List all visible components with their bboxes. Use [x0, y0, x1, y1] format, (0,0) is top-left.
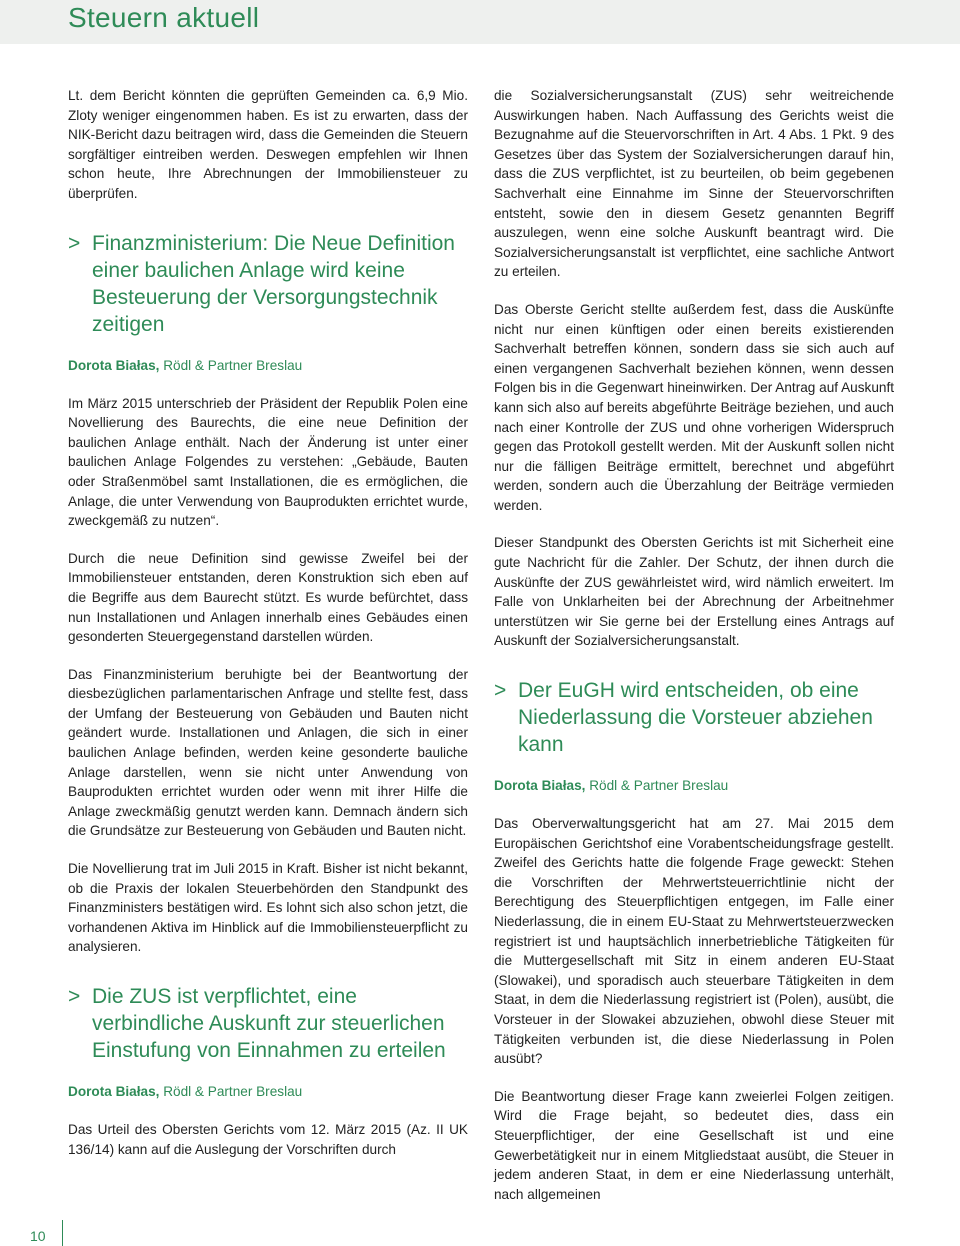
body-paragraph: Die Beantwortung dieser Frage kann zweierlei Folgen zeitigen. Wird die Frage bejaht, so bedeutet dies, dass ein Steuerpflichtiger, der eine Gesellschaft ist und eine Gewerbetätigkeit nur in einem Mitgliedstaat ausübt, die Steuer in jedem anderen Staat, in dem er eine Niederlassung unterhält, nach allgemeinen — [494, 1088, 894, 1202]
body-paragraph: die Sozialversicherungsanstalt (ZUS) sehr weitreichende Auswirkungen haben. Nach Auffassung des Gerichts weist die Bezugnahme auf die Steuervorschriften in Art. 4 Abs. 1 Pkt. 9 des Gesetzes über das System der Sozialversicherungen darauf hin, dass die ZUS verpflichtet, ist zu beurteilen, ob beim gegebenen Sachverhalt eine Einnahme im Sinne der Steuervorschriften entsteht, sowie den in diesem Gesetz genannten Begriff auszulegen, wenn eine solche Auskunft beantragt wird. Die Sozialversicherungsanstalt ist verpflichtet, eine sachliche Antwort zu erteilen. — [494, 88, 894, 280]
body-paragraph: Das Finanzministerium beruhigte bei der Beantwortung der diesbezüglichen parlamentarischen Anfrage und stellte fest, dass der Umfang der Besteuerung von Gebäuden und Bauten nicht geändert wurde. Installationen und Anlagen, die sich in einer baulichen Anlage befinden, werden keine gesonderte bauliche Anlage darstellen, wenn sie nicht unter Anwendung von Bauprodukten errichtet wurden oder wenn mit ihrer Hilfe die Anlage zweckmäßig genutzt werden kann. Demnach ändern sich die Grundsätze zur Besteuerung von Gebäuden und Bauten nicht. — [68, 666, 468, 839]
body-paragraph: Das Urteil des Obersten Gerichts vom 12. März 2015 (Az. II UK 136/14) kann auf die Auslegung der Vorschriften durch — [68, 1122, 468, 1157]
chevron-right-icon: > — [494, 679, 507, 703]
author-org: Rödl & Partner Breslau — [163, 357, 303, 373]
page-title: Steuern aktuell — [68, 2, 260, 33]
header-bar — [0, 0, 960, 44]
author-line — [494, 776, 894, 795]
author-org: Rödl & Partner Breslau — [163, 1084, 303, 1099]
section-heading-text: Die ZUS ist verpflichtet, eine verbindliche Auskunft zur steuerlichen Einstufung von Einnahmen zu erteilen — [92, 985, 446, 1062]
left-column — [68, 86, 468, 1177]
chevron-right-icon: > — [68, 231, 81, 255]
author-org: Rödl & Partner Breslau — [589, 778, 729, 794]
body-paragraph: Im März 2015 unterschrieb der Präsident der Republik Polen eine Novellierung des Baurechts, die eine neue Definition der baulichen Anlage enthält. Nach der Änderung ist unter einer baulichen Anlage Folgendes zu verstehen: „Gebäude, Bauten oder Straßenmöbel samt Installationen, die es ermöglichen, die Anlage, die unter Verwendung von Bauprodukten errichtet wurde, zweckgemäß zu nutzen“. — [68, 395, 468, 529]
page-divider — [62, 1220, 63, 1246]
section-heading-zus — [68, 983, 468, 1064]
author-line — [68, 1082, 468, 1101]
chevron-right-icon: > — [68, 985, 81, 1008]
body-paragraph: Dieser Standpunkt des Obersten Gerichts ist mit Sicherheit eine gute Nachricht für die Zahler. Der Schutz, der ihnen durch die Auskünfte der ZUS gewährleistet wird, wird nämlich erweitert. Im Falle von Unklarheiten bei der Abrechnung der Arbeitnehmer unterstützen wir Sie gerne bei der Erstellung eines Antrags auf Auskunft der Sozialversicherungsanstalt. — [494, 535, 894, 649]
section-heading-text: Finanzministerium: Die Neue Definition einer baulichen Anlage wird keine Besteuerung der Versorgungstechnik zeitigen — [92, 231, 455, 336]
author-name: Dorota Białas, — [68, 357, 160, 373]
section-heading-eugh — [494, 677, 894, 758]
section-heading-finanzministerium — [68, 230, 468, 338]
section-heading-text: Der EuGH wird entscheiden, ob eine Niederlassung die Vorsteuer abziehen kann — [518, 679, 873, 757]
body-paragraph: Die Novellierung trat im Juli 2015 in Kraft. Bisher ist nicht bekannt, ob die Praxis der lokalen Steuerbehörden den Standpunkt des Finanzministers bestätigen wird. Es lohnt sich also schon jetzt, die vorhandenen Aktiva im Hinblick auf die Immobiliensteuerpflicht zu analysieren. — [68, 861, 468, 955]
body-paragraph: Das Oberste Gericht stellte außerdem fest, dass die Auskünfte nicht nur einen künftigen oder einen bereits existierenden Sachverhalt betreffen können, sondern dass sie sich auch auf einen vergangenen Sachverhalt beziehen können, wenn dessen Folgen bis in die Gegenwart hineinwirken. Der Antrag auf Auskunft kann sich also auf bereits abgeführte Beiträge beziehen, und auch nach einer Kontrolle der ZUS und ohne vorherigen Widerspruch gegen das Protokoll gestellt werden. Mit der Auskunft sollen nicht nur die fälligen Beiträge ermittelt, berechnet und abgeführt werden, sondern auch die Überzahlung der Beiträge vermieden werden. — [494, 301, 894, 513]
body-paragraph: Durch die neue Definition sind gewisse Zweifel bei der Immobiliensteuer entstanden, deren Konstruktion sich eben auf die Begriffe aus dem Baurecht stützt. Es wurde befürchtet, dass nun Installationen und Anlagen innerhalb eines Gebäudes einen gesonderten Steuergegenstand darstellen würden. — [68, 550, 468, 645]
intro-paragraph: Lt. dem Bericht könnten die geprüften Gemeinden ca. 6,9 Mio. Zloty weniger eingenommen haben. Es ist zu erwarten, dass der NIK-Bericht dazu beitragen wird, dass die Gemeinden die Steuern sorgfältiger eintreiben werden. Deswegen empfehlen wir Ihnen schon heute, Ihre Abrechnungen der Immobiliensteuer zu überprüfen. — [68, 88, 468, 201]
right-column — [494, 86, 894, 1222]
author-name: Dorota Białas, — [494, 778, 586, 794]
page-number: 10 — [30, 1228, 46, 1244]
body-paragraph: Das Oberverwaltungsgericht hat am 27. Mai 2015 dem Europäischen Gerichtshof eine Vorabentscheidungsfrage gestellt. Zweifel des Gerichts hatte die folgende Frage geweckt: Stehen die Vorschriften der Mehrwertsteuerrichtlinie nicht der Berechtigung des Steuerpflichtigen entgegen, im Falle einer Niederlassung, die in einem EU-Staat zu Mehrwertsteuerzwecken registriert ist und hauptsächlich innerbetriebliche Tätigkeiten für die Muttergesellschaft mit Sitz in einem anderen EU-Staat (Slowakei), und sporadisch auch steuerbare Tätigkeiten in dem Staat, in dem die Niederlassung registriert ist (Polen), ausübt, die Vorsteuer in der Slowakei abzuziehen, obwohl diese Steuer mit Tätigkeiten verbunden ist, die diese Niederlassung in Polen ausübt? — [494, 816, 894, 1067]
author-name: Dorota Białas, — [68, 1084, 160, 1099]
author-line — [68, 356, 468, 375]
